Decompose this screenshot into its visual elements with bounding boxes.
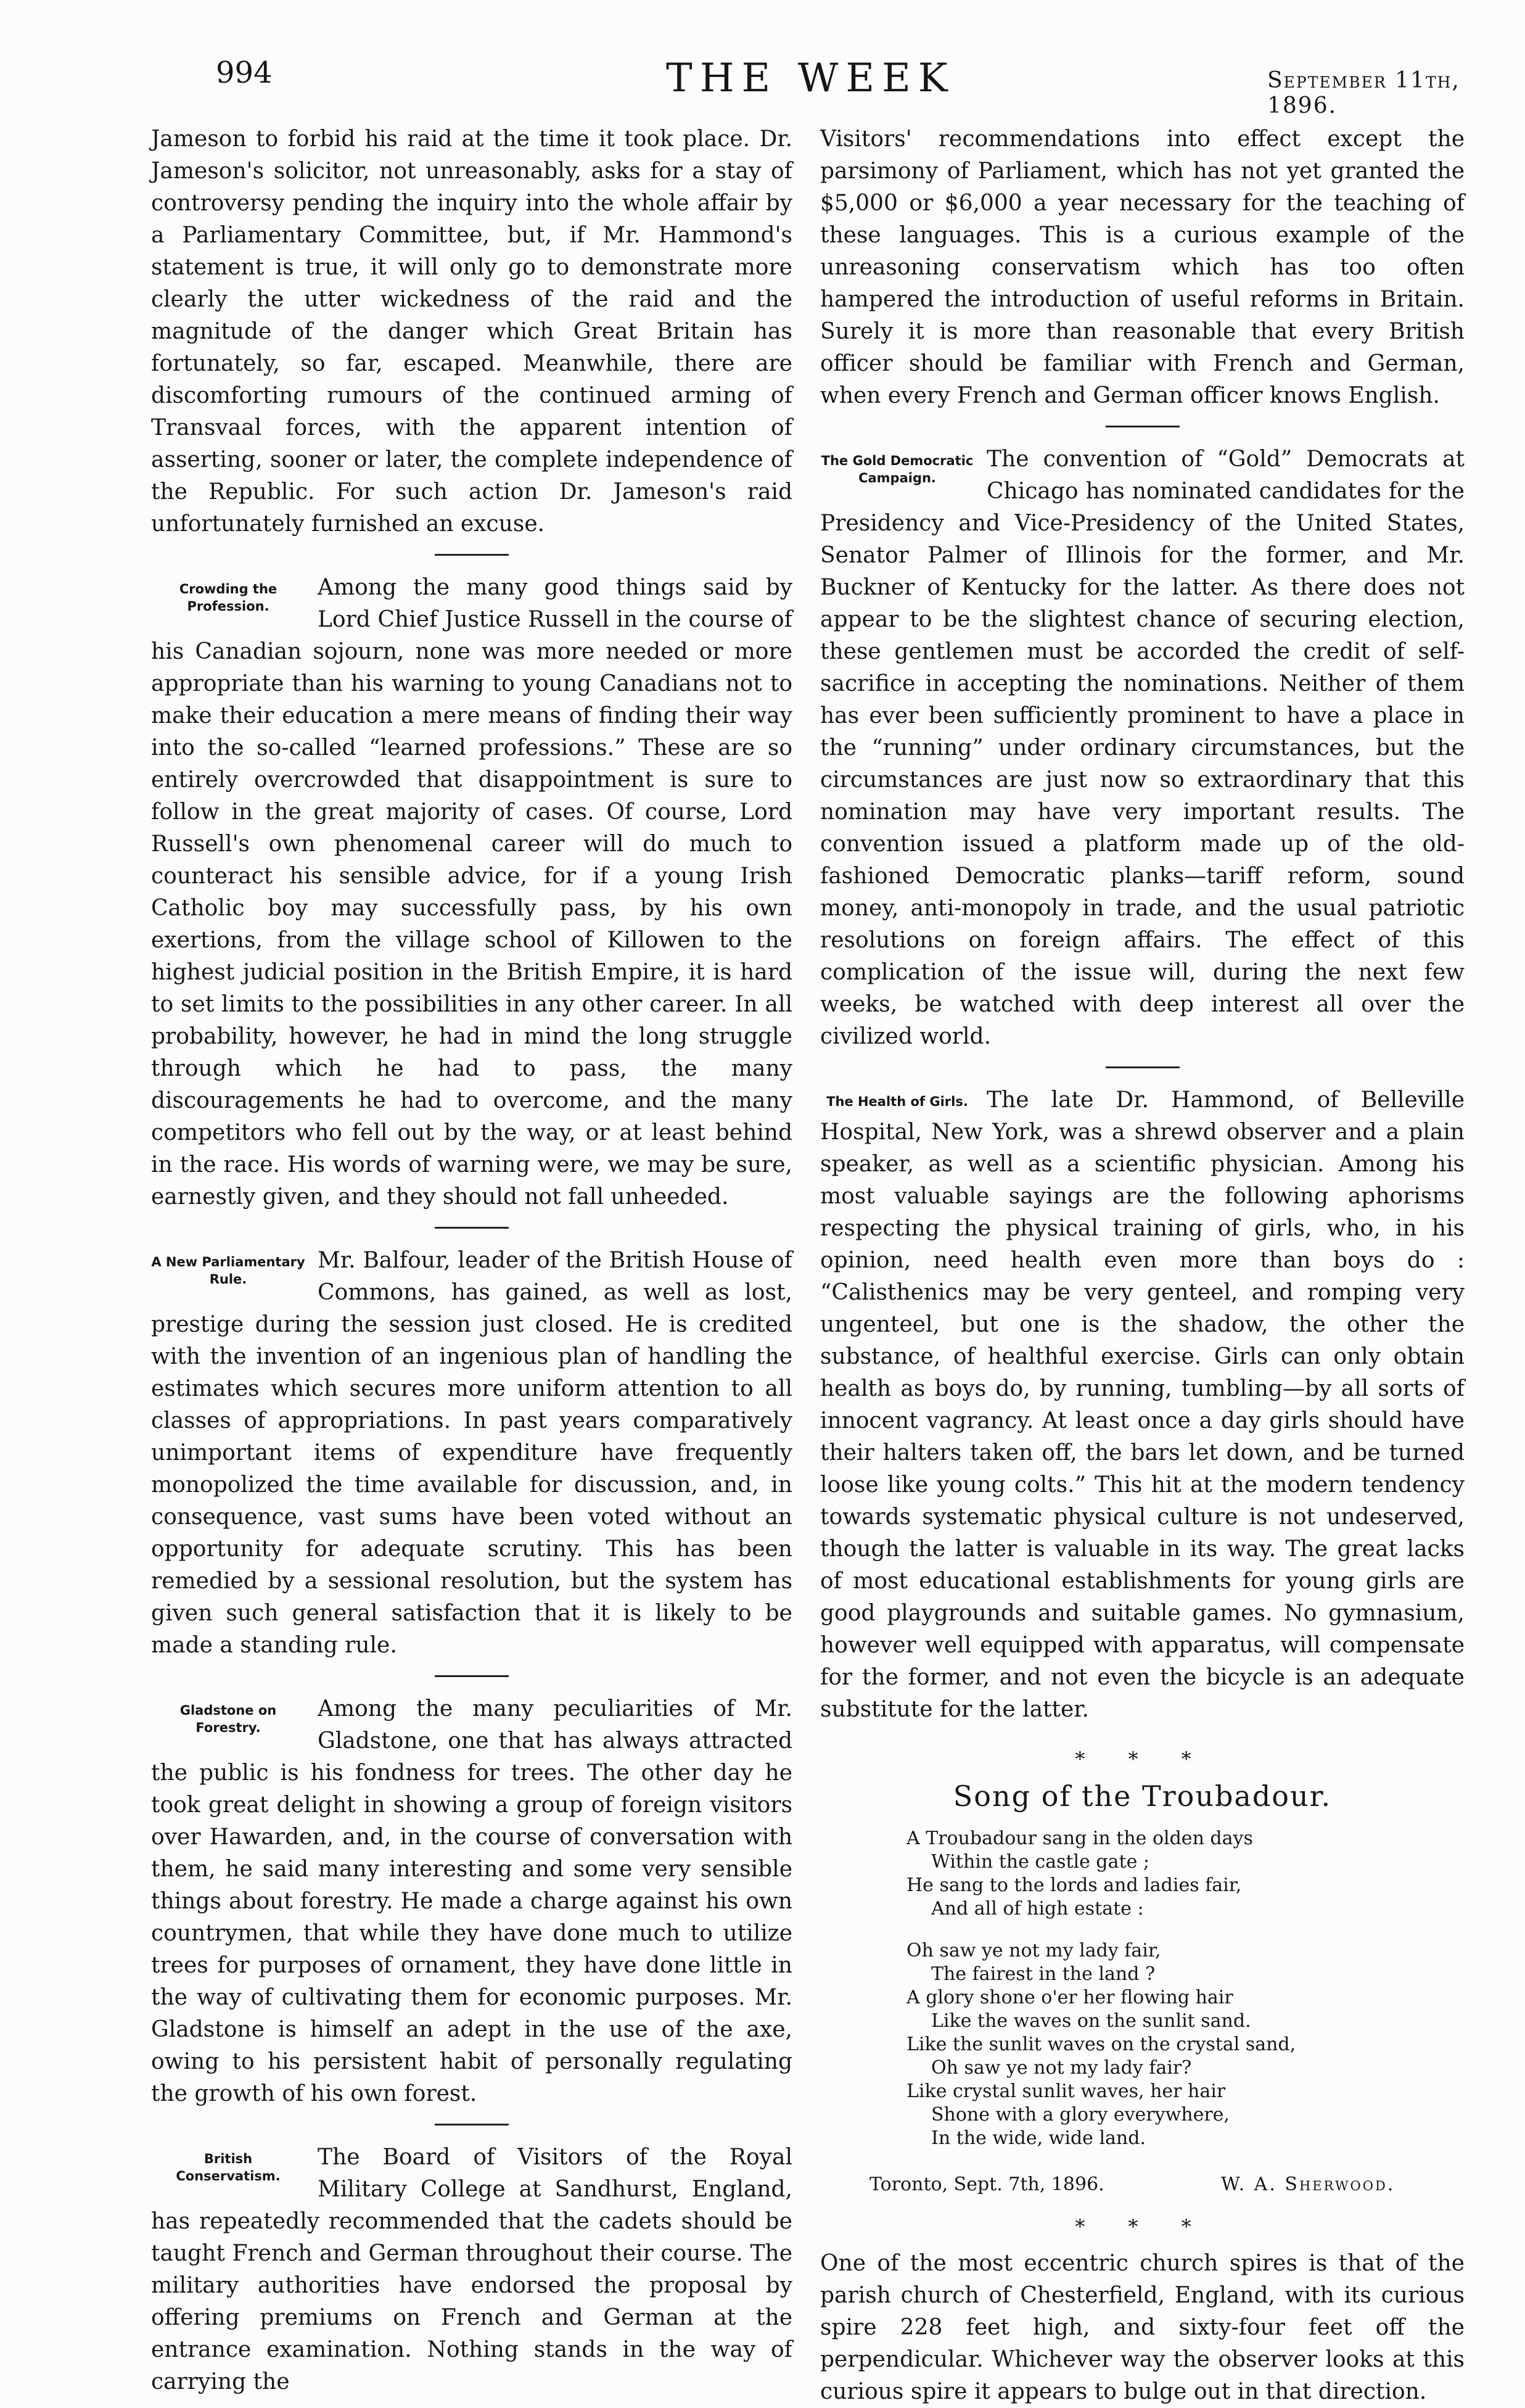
section-divider <box>1106 426 1180 427</box>
section-divider <box>435 554 509 556</box>
section-stars: * * * <box>1075 2215 1210 2238</box>
article-british-conservatism <box>151 2142 792 2398</box>
poem-line: In the wide, wide land. <box>931 2127 1146 2149</box>
poem-stanza <box>820 1827 1465 1921</box>
side-heading: The Health of Girls. <box>826 1094 968 1109</box>
article-text: The late Dr. Hammond, of Belleville Hospital, New York, was a shrewd observer and a plain speaker, as well as a scientific physician. Among his most valuable sayings are the following aphorisms respecting the physical training of girls, who, in his opinion, need health even more than boys do : “Calisthenics may be very genteel, and romping very ungenteel, but one is the shadow, the other the substance, of healthful exercise. Girls can only obtain health as boys do, by running, tumbling—by all sorts of innocent vagrancy. At least once a day girls should have their halters taken off, the bars let down, and be turned loose like young colts.” This hit at the modern tendency towards systematic physical culture is not undeserved, though the latter is valuable in its way. The great lacks of most educational establishments for young girls are good playgrounds and suitable games. No gymnasium, however well equipped with apparatus, will compensate for the former, and not even the bicycle is an adequate substitute for the latter. <box>820 1087 1465 1722</box>
issue-date: September 11th, 1896. <box>1267 68 1460 118</box>
side-heading: Crowding the Profession. <box>179 582 277 614</box>
poem-line: Oh saw ye not my lady fair? <box>931 2057 1192 2079</box>
poem-author: W. A. Sherwood. <box>1221 2174 1396 2195</box>
poem-line: Within the castle gate ; <box>931 1851 1149 1873</box>
poem-body <box>820 1827 1465 2150</box>
article-new-parliamentary-rule <box>151 1245 792 1662</box>
poem-line: A Troubadour sang in the olden days <box>906 1828 1253 1849</box>
poem-place-date: Toronto, Sept. 7th, 1896. <box>869 2174 1104 2195</box>
side-heading: Gladstone on Forestry. <box>179 1703 277 1735</box>
article-gold-democratic-campaign <box>820 443 1465 1053</box>
section-divider <box>1106 1066 1180 1068</box>
poem-line: The fairest in the land ? <box>931 1963 1156 1985</box>
poem-stanza <box>820 1939 1465 2150</box>
article-text: The Board of Visitors of the Royal Military College at Sandhurst, England, has repeatedly recommended that the cadets should be taught French and German throughout their course. The military authorities have endorsed the proposal by offering premiums on French and German at the entrance examination. Nothing stands in the way of carrying the <box>151 2145 792 2394</box>
article-text: Among the many good things said by Lord Chief Justice Russell in the course of his Canadian sojourn, none was more needed or more appropriate than his warning to young Canadians not to make their education a mere means of finding their way into the so-called “learned professions.” These are so entirely overcrowded that disappointment is sure to follow in the great majority of cases. Of course, Lord Russell's own phenomenal career will do much to counteract his sensible advice, for if a young Irish Catholic boy may successfully pass, by his own exertions, from the village school of Killowen to the highest judicial position in the British Empire, it is hard to set limits to the possibilities in any other career. In all probability, however, he had in mind the long struggle through which he had to pass, the many discouragements he had to overcome, and the many competitors who fell out by the way, or at least behind in the race. His words of warning were, we may be sure, earnestly given, and they should not fall unheeded. <box>151 575 792 1210</box>
poem-line: Oh saw ye not my lady fair, <box>906 1940 1161 1961</box>
article-text: Among the many peculiarities of Mr. Gladstone, one that has always attracted the public is his fondness for trees. The other day he took great delight in showing a group of foreign visitors over Hawarden, and, in the course of conversation with them, he said many interesting and some very sensible things about forestry. He made a charge against his own countrymen, that while they have done much to utilize trees for purposes of ornament, they have done little in the way of cultivating them for economic purposes. Mr. Gladstone is himself an adept in the use of the axe, owing to his persistent habit of personally regulating the growth of his own forest. <box>151 1696 792 2106</box>
poem-line: And all of high estate : <box>931 1898 1144 1919</box>
continued-paragraph: Visitors' recommendations into effect except the parsimony of Parliament, which has not yet granted the $5,000 or $6,000 a year necessary for the teaching of these languages. This is a curious example of the unreasoning conservatism which has too often hampered the introduction of useful reforms in Britain. Surely it is more than reasonable that every British officer should be familiar with French and German, when every French and German officer knows English. <box>820 126 1465 408</box>
poem-line: He sang to the lords and ladies fair, <box>906 1874 1242 1896</box>
side-heading: British Conservatism. <box>176 2151 281 2183</box>
closing-paragraph: One of the most eccentric church spires is that of the parish church of Chesterfield, England, with its curious spire 228 feet high, and sixty-four feet off the perpendicular. Whichever way the observer looks at this curious spire it appears to bulge out in that direction. <box>820 2251 1465 2404</box>
side-heading: The Gold Democratic Campaign. <box>821 453 974 485</box>
poem-title: Song of the Troubadour. <box>953 1779 1332 1813</box>
article-text: Mr. Balfour, leader of the British House of Commons, has gained, as well as lost, prestige during the session just closed. He is credited with the invention of an ingenious plan of handling the estimates which secures more uniform attention to all classes of appropriations. In past years comparatively unimportant items of expenditure have frequently monopolized the time available for discussion, and, in consequence, vast sums have been voted without an opportunity for adequate scrutiny. This has been remedied by a sessional resolution, but the system has given such general satisfaction that it is likely to be made a standing rule. <box>151 1248 792 1658</box>
section-divider <box>435 1227 509 1229</box>
continued-paragraph: Jameson to forbid his raid at the time it took place. Dr. Jameson's solicitor, not unreasonably, asks for a stay of controversy pending the inquiry into the whole affair by a Parliamentary Committee, but, if Mr. Hammond's statement is true, it will only go to demonstrate more clearly the utter wickedness of the raid and the magnitude of the danger which Great Britain has fortunately, so far, escaped. Meanwhile, there are discomforting rumours of the continued arming of Transvaal forces, with the apparent intention of asserting, sooner or later, the complete independence of the Republic. For such action Dr. Jameson's raid unfortunately furnished an excuse. <box>151 126 792 537</box>
article-text: The convention of “Gold” Democrats at Chicago has nominated candidates for the Presidency and Vice-Presidency of the United States, Senator Palmer of Illinois for the former, and Mr. Buckner of Kentucky for the latter. As there does not appear to be the slightest chance of securing election, these gentlemen must be accorded the credit of self-sacrifice in accepting the nominations. Neither of them has ever been sufficiently prominent to have a place in the “running” under ordinary circumstances, but the circumstances are just now so extraordinary that this nomination may have very important results. The convention issued a platform made up of the old-fashioned Democratic planks—tariff reform, sound money, anti-monopoly in trade, and the usual patriotic resolutions on foreign affairs. The effect of this complication of the issue will, during the next few weeks, be watched with deep interest all over the civilized world. <box>820 447 1465 1049</box>
article-gladstone-forestry <box>151 1693 792 2110</box>
right-column <box>820 123 1465 2408</box>
section-stars: * * * <box>1075 1747 1210 1771</box>
section-divider <box>435 1675 509 1677</box>
poem-line: Like crystal sunlit waves, her hair <box>906 2080 1226 2102</box>
section-divider <box>435 2124 509 2126</box>
poem-line: A glory shone o'er her flowing hair <box>906 1987 1233 2008</box>
left-column <box>151 123 792 2398</box>
page-number: 994 <box>216 56 273 90</box>
journal-title: THE WEEK <box>666 56 955 101</box>
poem-line: Like the sunlit waves on the crystal sand, <box>906 2034 1296 2055</box>
article-health-of-girls <box>820 1084 1465 1726</box>
page-header <box>0 43 1525 117</box>
poem-line: Shone with a glory everywhere, <box>931 2104 1230 2126</box>
side-heading: A New Parliamentary Rule. <box>151 1255 305 1287</box>
poem-signoff <box>820 2169 1465 2193</box>
poem-line: Like the waves on the sunlit sand. <box>931 2010 1251 2032</box>
article-crowding-profession <box>151 572 792 1213</box>
